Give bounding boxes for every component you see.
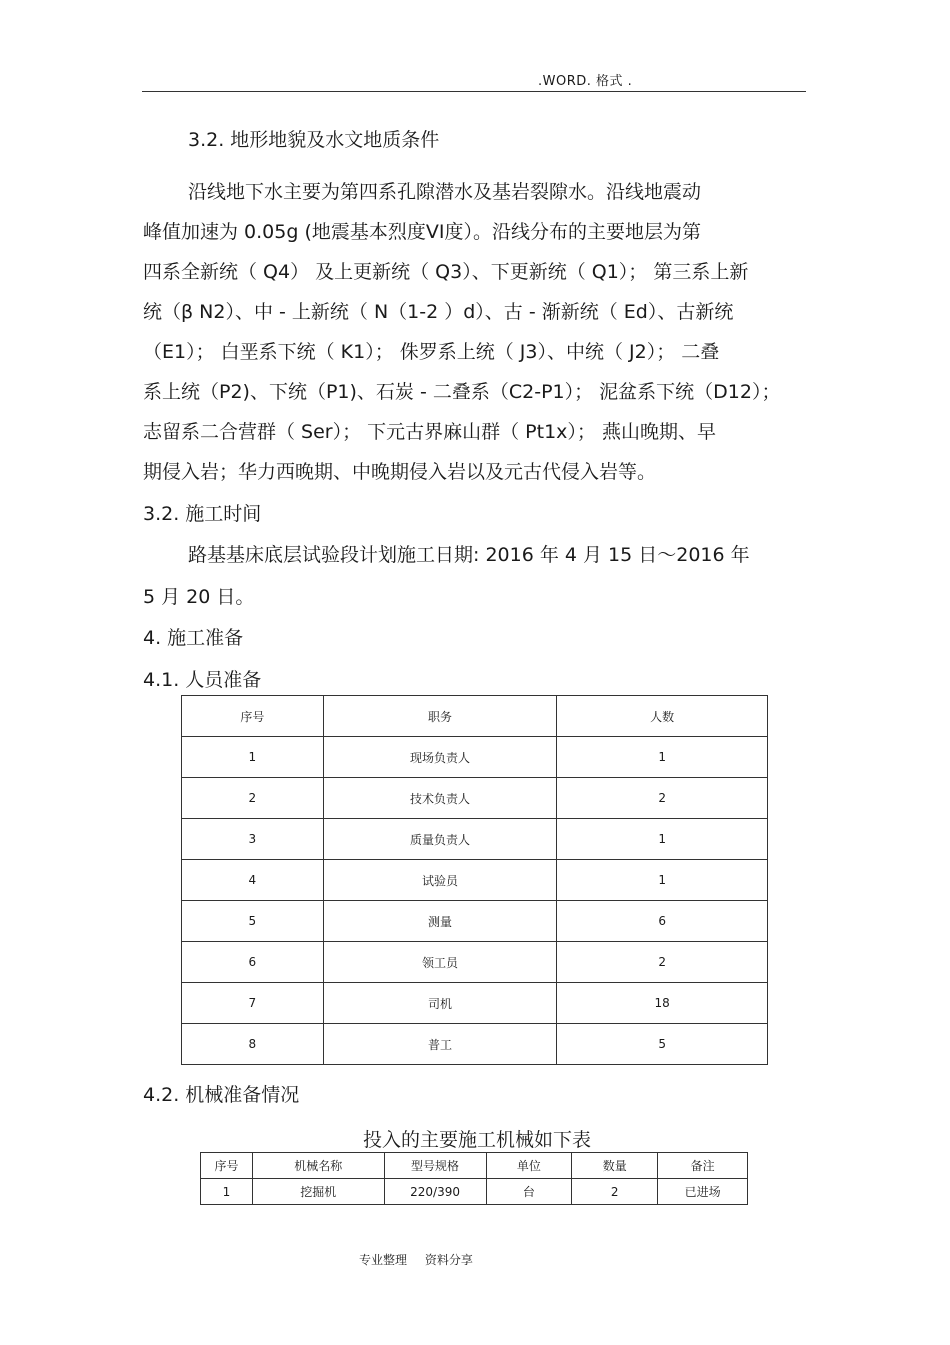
header-cell: 单位	[486, 1153, 572, 1179]
body-paragraph-line: 沿线地下水主要为第四系孔隙潜水及基岩裂隙水。沿线地震动	[188, 181, 702, 203]
table-cell: 6	[557, 901, 768, 942]
body-paragraph-line: 志留系二合营群（ Ser）； 下元古界麻山群（ Pt1x）； 燕山晚期、早	[143, 421, 716, 443]
table-header-row	[182, 696, 768, 737]
body-paragraph-line: 期侵入岩；华力西晚期、中晚期侵入岩以及元古代侵入岩等。	[143, 461, 657, 483]
table-cell: 司机	[323, 983, 557, 1024]
header-cell: 人数	[557, 696, 768, 737]
table-cell: 2	[557, 942, 768, 983]
header-cell: 序号	[182, 696, 324, 737]
table-row	[201, 1179, 748, 1205]
schedule-paragraph-line: 路基基床底层试验段计划施工日期: 2016 年 4 月 15 日～2016 年	[188, 544, 750, 566]
header-cell: 数量	[572, 1153, 658, 1179]
body-paragraph-line: 系上统（P2)、下统（P1)、石炭 - 二叠系（C2-P1）； 泥盆系下统（D12）；	[143, 381, 781, 403]
table-cell: 5	[557, 1024, 768, 1065]
table-cell: 1	[182, 737, 324, 778]
table-cell: 挖掘机	[252, 1179, 384, 1205]
table-cell: 6	[182, 942, 324, 983]
section-heading-4-1: 4.1. 人员准备	[143, 669, 262, 691]
body-paragraph-line: 峰值加速为 0.05g (地震基本烈度VI度）。沿线分布的主要地层为第	[143, 221, 701, 243]
table-cell: 1	[201, 1179, 253, 1205]
table-cell: 18	[557, 983, 768, 1024]
page-header: .WORD. 格式 .	[538, 74, 633, 89]
table-cell: 4	[182, 860, 324, 901]
table-cell: 1	[557, 860, 768, 901]
header-cell: 机械名称	[252, 1153, 384, 1179]
table-cell: 2	[557, 778, 768, 819]
table-cell: 测量	[323, 901, 557, 942]
table-cell: 220/390	[384, 1179, 486, 1205]
section-heading-3-2-terrain: 3.2. 地形地貌及水文地质条件	[188, 129, 440, 151]
body-paragraph-line: （E1）； 白垩系下统（ K1）； 侏罗系上统（ J3）、中统（ J2）； 二叠	[143, 341, 720, 363]
table-row	[182, 942, 768, 983]
header-cell: 型号规格	[384, 1153, 486, 1179]
table-cell: 2	[182, 778, 324, 819]
schedule-paragraph-line: 5 月 20 日。	[143, 586, 255, 608]
table-row	[182, 737, 768, 778]
header-divider	[142, 91, 806, 92]
header-cell: 职务	[323, 696, 557, 737]
machine-table	[200, 1152, 748, 1205]
body-paragraph-line: 统（β N2）、中 - 上新统（ N（1-2 ）d）、古 - 渐新统（ Ed）、古新统	[143, 301, 734, 323]
table-cell: 2	[572, 1179, 658, 1205]
table-cell: 领工员	[323, 942, 557, 983]
table-cell: 7	[182, 983, 324, 1024]
body-paragraph-line: 四系全新统（ Q4） 及上更新统（ Q3）、下更新统（ Q1）； 第三系上新	[143, 261, 749, 283]
table-cell: 台	[486, 1179, 572, 1205]
table-cell: 已进场	[658, 1179, 748, 1205]
page-footer: 专业整理 资料分享	[359, 1253, 473, 1267]
table-cell: 技术负责人	[323, 778, 557, 819]
table-row	[182, 819, 768, 860]
machine-table-title: 投入的主要施工机械如下表	[363, 1129, 592, 1151]
table-cell: 1	[557, 819, 768, 860]
section-heading-4-2: 4.2. 机械准备情况	[143, 1084, 300, 1106]
staff-table	[181, 695, 768, 1065]
table-cell: 普工	[323, 1024, 557, 1065]
table-row	[182, 1024, 768, 1065]
table-cell: 试验员	[323, 860, 557, 901]
table-row	[182, 983, 768, 1024]
table-header-row	[201, 1153, 748, 1179]
table-cell: 5	[182, 901, 324, 942]
table-cell: 现场负责人	[323, 737, 557, 778]
table-row	[182, 860, 768, 901]
table-cell: 3	[182, 819, 324, 860]
table-cell: 1	[557, 737, 768, 778]
table-cell: 8	[182, 1024, 324, 1065]
table-row	[182, 778, 768, 819]
table-row	[182, 901, 768, 942]
section-heading-4: 4. 施工准备	[143, 627, 244, 649]
section-heading-3-2-schedule: 3.2. 施工时间	[143, 503, 262, 525]
table-cell: 质量负责人	[323, 819, 557, 860]
header-cell: 序号	[201, 1153, 253, 1179]
header-cell: 备注	[658, 1153, 748, 1179]
